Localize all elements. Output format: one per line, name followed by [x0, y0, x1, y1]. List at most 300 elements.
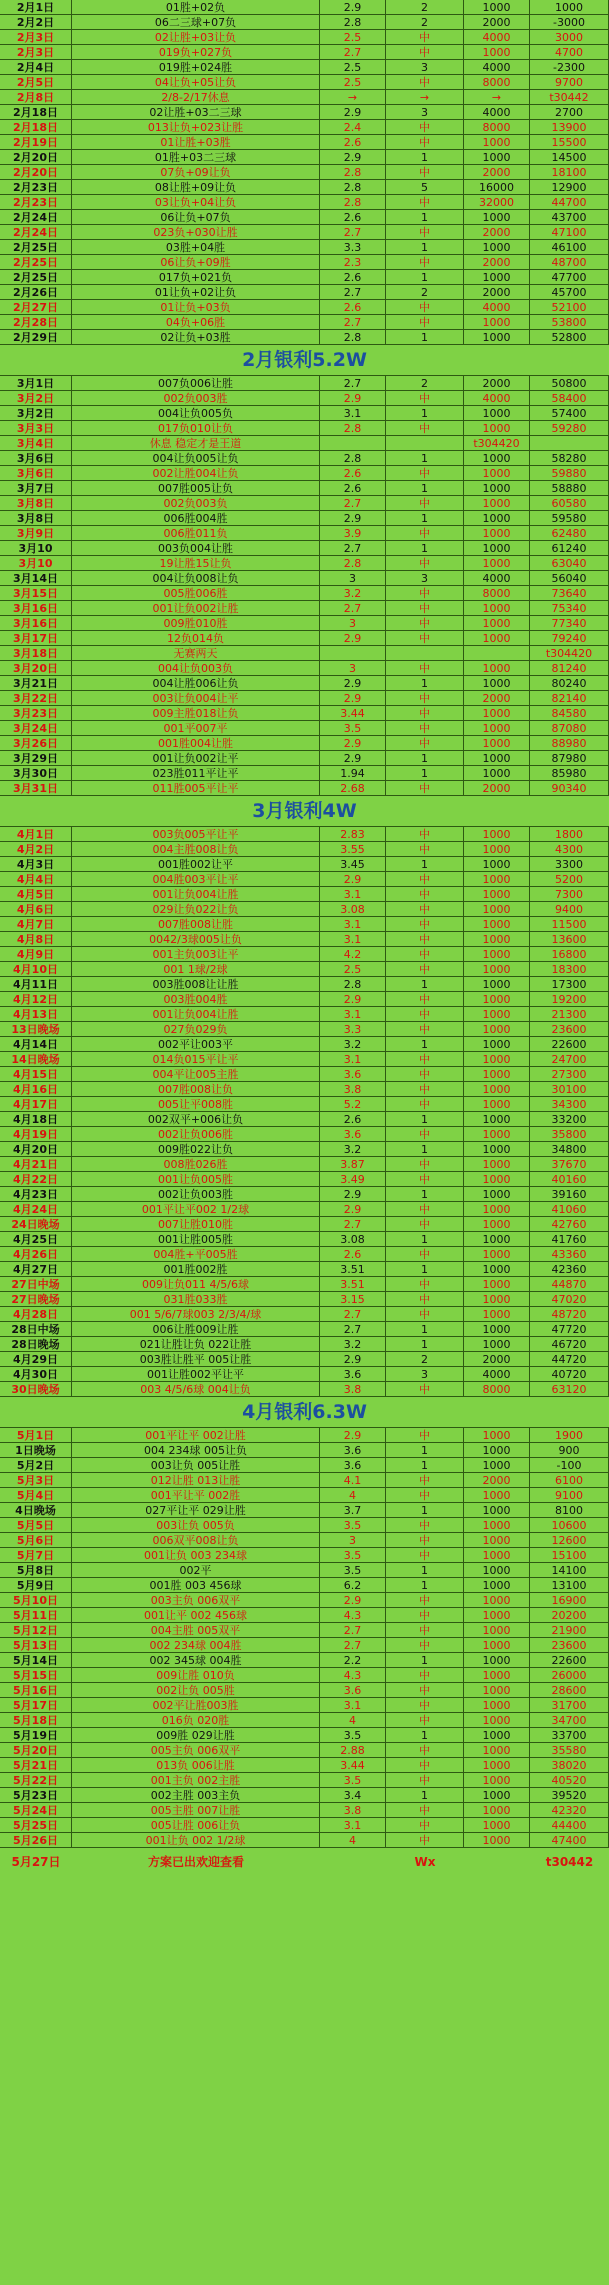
- table-row: [0, 1563, 609, 1578]
- row-desc: 002主胜 003主负: [72, 1788, 320, 1802]
- row-odds: 3.8: [320, 1082, 386, 1096]
- row-result: 中: [386, 466, 464, 480]
- table-row: [0, 872, 609, 887]
- row-result: 1: [386, 1563, 464, 1577]
- row-date: 2月3日: [0, 30, 72, 44]
- row-result: 1: [386, 511, 464, 525]
- row-desc: 001平让平 002让胜: [72, 1428, 320, 1442]
- row-desc: 003胜008让让胜: [72, 977, 320, 991]
- row-date: 5月26日: [0, 1833, 72, 1847]
- row-odds: 3.1: [320, 1007, 386, 1021]
- row-odds: 3: [320, 1533, 386, 1547]
- row-date: 5月2日: [0, 1458, 72, 1472]
- row-result: 3: [386, 60, 464, 74]
- row-result: 中: [386, 1743, 464, 1757]
- row-result: 中: [386, 300, 464, 314]
- row-date: 5月9日: [0, 1578, 72, 1592]
- row-result: 1: [386, 1262, 464, 1276]
- row-desc: 001平让平 002胜: [72, 1488, 320, 1502]
- row-desc: 002 234球 004胜: [72, 1638, 320, 1652]
- row-bet: 1000: [464, 330, 530, 344]
- row-balance: 34300: [530, 1097, 609, 1111]
- row-result: 中: [386, 1292, 464, 1306]
- row-bet: 1000: [464, 736, 530, 750]
- row-result: 中: [386, 1638, 464, 1652]
- row-bet: 1000: [464, 1488, 530, 1502]
- row-date: 2月20日: [0, 165, 72, 179]
- row-bet: 1000: [464, 1773, 530, 1787]
- row-result: 1: [386, 481, 464, 495]
- row-result: →: [386, 90, 464, 104]
- row-odds: 2.7: [320, 541, 386, 555]
- row-result: 中: [386, 992, 464, 1006]
- table-row: [0, 75, 609, 90]
- row-balance: 87080: [530, 721, 609, 735]
- row-date: 4月4日: [0, 872, 72, 886]
- row-bet: 1000: [464, 496, 530, 510]
- row-date: 4月16日: [0, 1082, 72, 1096]
- row-odds: 2.2: [320, 1653, 386, 1667]
- table-row: [0, 1157, 609, 1172]
- row-desc: 06让负+09胜: [72, 255, 320, 269]
- row-date: 2月4日: [0, 60, 72, 74]
- row-bet: 1000: [464, 1337, 530, 1351]
- row-result: 中: [386, 1097, 464, 1111]
- row-desc: 002让负003胜: [72, 1187, 320, 1201]
- footer-desc: 方案已出欢迎查看: [147, 1855, 244, 1869]
- row-date: 2月25日: [0, 270, 72, 284]
- row-date: 3月6日: [0, 466, 72, 480]
- row-desc: 009主胜018让负: [72, 706, 320, 720]
- row-balance: 58400: [530, 391, 609, 405]
- row-date: 3月30日: [0, 766, 72, 780]
- row-balance: 44700: [530, 195, 609, 209]
- row-date: 3月23日: [0, 706, 72, 720]
- row-balance: 80240: [530, 676, 609, 690]
- row-result: 中: [386, 255, 464, 269]
- row-odds: 2.7: [320, 225, 386, 239]
- table-row: [0, 1668, 609, 1683]
- row-bet: 1000: [464, 766, 530, 780]
- row-balance: 21900: [530, 1623, 609, 1637]
- row-desc: 02让胜+03让负: [72, 30, 320, 44]
- row-balance: 90340: [530, 781, 609, 795]
- row-date: 5月23日: [0, 1788, 72, 1802]
- row-balance: 42760: [530, 1217, 609, 1231]
- row-desc: 001让负002让胜: [72, 601, 320, 615]
- row-odds: 3.3: [320, 1022, 386, 1036]
- row-bet: 1000: [464, 1067, 530, 1081]
- row-odds: →: [320, 90, 386, 104]
- row-result: 1: [386, 270, 464, 284]
- row-balance: 42320: [530, 1803, 609, 1817]
- row-bet: 1000: [464, 1713, 530, 1727]
- row-result: 中: [386, 45, 464, 59]
- table-row: [0, 932, 609, 947]
- row-desc: 001平007平: [72, 721, 320, 735]
- row-bet: 4000: [464, 391, 530, 405]
- row-bet: 2000: [464, 165, 530, 179]
- row-bet: 1000: [464, 1833, 530, 1847]
- row-result: 1: [386, 210, 464, 224]
- row-odds: 3.8: [320, 1382, 386, 1396]
- row-bet: 4000: [464, 60, 530, 74]
- row-desc: 013让负+023让胜: [72, 120, 320, 134]
- table-row: [0, 661, 609, 676]
- row-desc: 001胜002胜: [72, 1262, 320, 1276]
- row-balance: 4300: [530, 842, 609, 856]
- row-date: 3月2日: [0, 391, 72, 405]
- row-odds: 3.44: [320, 1758, 386, 1772]
- row-balance: 41760: [530, 1232, 609, 1246]
- row-odds: 2.8: [320, 180, 386, 194]
- table-row: [0, 676, 609, 691]
- row-result: 中: [386, 706, 464, 720]
- row-desc: 001让负004让胜: [72, 887, 320, 901]
- row-date: 5月19日: [0, 1728, 72, 1742]
- row-result: 2: [386, 0, 464, 14]
- row-odds: 3: [320, 616, 386, 630]
- row-desc: 005让平008胜: [72, 1097, 320, 1111]
- row-odds: 4.2: [320, 947, 386, 961]
- row-odds: 2.7: [320, 45, 386, 59]
- row-balance: 50800: [530, 376, 609, 390]
- row-desc: 021让胜让负 022让胜: [72, 1337, 320, 1351]
- row-odds: 2.8: [320, 556, 386, 570]
- row-bet: 2000: [464, 15, 530, 29]
- row-odds: 3.6: [320, 1127, 386, 1141]
- row-desc: 004让胜006让负: [72, 676, 320, 690]
- row-odds: 2.9: [320, 676, 386, 690]
- row-desc: 007胜005让负: [72, 481, 320, 495]
- row-balance: 17300: [530, 977, 609, 991]
- row-date: 3月14日: [0, 571, 72, 585]
- row-desc: 2/8-2/17休息: [72, 90, 320, 104]
- row-desc: 004主胜 005双平: [72, 1623, 320, 1637]
- row-odds: 2.88: [320, 1743, 386, 1757]
- row-bet: 1000: [464, 1443, 530, 1457]
- row-bet: 2000: [464, 285, 530, 299]
- row-odds: 2.6: [320, 466, 386, 480]
- row-bet: 1000: [464, 1157, 530, 1171]
- table-row: [0, 30, 609, 45]
- table-row: [0, 120, 609, 135]
- row-desc: 002平让003平: [72, 1037, 320, 1051]
- table-row: [0, 977, 609, 992]
- row-bet: 1000: [464, 421, 530, 435]
- row-odds: 2.9: [320, 751, 386, 765]
- table-row: [0, 1127, 609, 1142]
- row-date: 2月29日: [0, 330, 72, 344]
- row-date: 5月16日: [0, 1683, 72, 1697]
- row-bet: 1000: [464, 962, 530, 976]
- row-result: 中: [386, 1052, 464, 1066]
- row-bet: 4000: [464, 30, 530, 44]
- row-odds: 3.2: [320, 1337, 386, 1351]
- row-odds: 2.9: [320, 391, 386, 405]
- row-date: 2月1日: [0, 0, 72, 14]
- row-odds: 3.6: [320, 1067, 386, 1081]
- row-date: 2月18日: [0, 120, 72, 134]
- table-row: [0, 1322, 609, 1337]
- row-odds: 3.5: [320, 1773, 386, 1787]
- row-odds: 4.3: [320, 1668, 386, 1682]
- row-desc: 005胜006胜: [72, 586, 320, 600]
- row-desc: 01让负+02让负: [72, 285, 320, 299]
- row-date: 3月16日: [0, 601, 72, 615]
- row-balance: 33700: [530, 1728, 609, 1742]
- row-balance: 3000: [530, 30, 609, 44]
- table-row: [0, 60, 609, 75]
- row-odds: 2.8: [320, 421, 386, 435]
- row-balance: 9400: [530, 902, 609, 916]
- row-balance: 44720: [530, 1352, 609, 1366]
- row-bet: 1000: [464, 1548, 530, 1562]
- row-date: 27日中场: [0, 1277, 72, 1291]
- row-desc: 023胜011平让平: [72, 766, 320, 780]
- row-bet: 8000: [464, 120, 530, 134]
- row-balance: 60580: [530, 496, 609, 510]
- row-bet: 1000: [464, 210, 530, 224]
- row-balance: 47100: [530, 225, 609, 239]
- row-balance: 35800: [530, 1127, 609, 1141]
- row-date: 3月22日: [0, 691, 72, 705]
- table-row: [0, 1653, 609, 1668]
- table-row: [0, 481, 609, 496]
- row-balance: 3300: [530, 857, 609, 871]
- table-row: [0, 646, 609, 661]
- row-bet: 4000: [464, 300, 530, 314]
- row-odds: [320, 436, 386, 450]
- row-date: 2月24日: [0, 225, 72, 239]
- row-bet: 1000: [464, 1292, 530, 1306]
- row-result: 1: [386, 1653, 464, 1667]
- row-date: 1日晚场: [0, 1443, 72, 1457]
- row-bet: 1000: [464, 631, 530, 645]
- row-bet: 4000: [464, 1367, 530, 1381]
- row-bet: 1000: [464, 511, 530, 525]
- table-row: [0, 0, 609, 15]
- row-date: 2月25日: [0, 255, 72, 269]
- row-date: 4月12日: [0, 992, 72, 1006]
- row-balance: 20200: [530, 1608, 609, 1622]
- row-date: 5月22日: [0, 1773, 72, 1787]
- row-desc: 02让胜+03二三球: [72, 105, 320, 119]
- row-date: 5月18日: [0, 1713, 72, 1727]
- row-result: 中: [386, 1548, 464, 1562]
- table-row: [0, 1833, 609, 1848]
- row-balance: -3000: [530, 15, 609, 29]
- row-bet: 1000: [464, 1217, 530, 1231]
- row-date: 3月21日: [0, 676, 72, 690]
- row-date: 13日晚场: [0, 1022, 72, 1036]
- row-date: 4月17日: [0, 1097, 72, 1111]
- row-date: 4月6日: [0, 902, 72, 916]
- row-bet: 1000: [464, 135, 530, 149]
- row-result: 中: [386, 496, 464, 510]
- row-date: 4月26日: [0, 1247, 72, 1261]
- row-odds: 3.87: [320, 1157, 386, 1171]
- row-desc: 04负+06胜: [72, 315, 320, 329]
- row-bet: 1000: [464, 1668, 530, 1682]
- row-bet: 1000: [464, 1683, 530, 1697]
- row-result: 中: [386, 962, 464, 976]
- row-result: 中: [386, 661, 464, 675]
- table-row: [0, 1548, 609, 1563]
- row-date: 5月13日: [0, 1638, 72, 1652]
- row-desc: 001让负 002 1/2球: [72, 1833, 320, 1847]
- row-odds: 3.1: [320, 887, 386, 901]
- table-row: [0, 1262, 609, 1277]
- row-desc: 023负+030让胜: [72, 225, 320, 239]
- table-row: [0, 1608, 609, 1623]
- row-date: 4月8日: [0, 932, 72, 946]
- row-result: [386, 646, 464, 660]
- table-row: [0, 165, 609, 180]
- row-balance: 28600: [530, 1683, 609, 1697]
- table-row: [0, 1007, 609, 1022]
- row-desc: 007负006让胜: [72, 376, 320, 390]
- row-odds: 2.9: [320, 0, 386, 14]
- row-date: 4月11日: [0, 977, 72, 991]
- table-row: [0, 210, 609, 225]
- row-balance: 43360: [530, 1247, 609, 1261]
- row-result: 1: [386, 751, 464, 765]
- row-odds: 3.6: [320, 1443, 386, 1457]
- row-desc: 019胜+024胜: [72, 60, 320, 74]
- footer-blank: [320, 1848, 386, 1877]
- table-row: [0, 15, 609, 30]
- row-result: 中: [386, 1247, 464, 1261]
- row-bet: 1000: [464, 1247, 530, 1261]
- row-result: 中: [386, 947, 464, 961]
- row-bet: 1000: [464, 1277, 530, 1291]
- row-bet: 8000: [464, 75, 530, 89]
- row-date: 28日中场: [0, 1322, 72, 1336]
- row-balance: 1800: [530, 827, 609, 841]
- row-balance: 53800: [530, 315, 609, 329]
- row-odds: 2.7: [320, 315, 386, 329]
- row-bet: 1000: [464, 1037, 530, 1051]
- row-date: 4月24日: [0, 1202, 72, 1216]
- row-balance: 4700: [530, 45, 609, 59]
- table-row: [0, 1232, 609, 1247]
- row-result: 1: [386, 676, 464, 690]
- row-result: 2: [386, 15, 464, 29]
- table-row: [0, 1097, 609, 1112]
- row-odds: 3.2: [320, 1037, 386, 1051]
- row-result: 中: [386, 195, 464, 209]
- row-bet: 1000: [464, 1172, 530, 1186]
- footer-row: [0, 1848, 609, 1877]
- row-bet: 1000: [464, 1698, 530, 1712]
- row-desc: 007胜008让负: [72, 1082, 320, 1096]
- row-bet: 1000: [464, 1518, 530, 1532]
- row-date: 4月20日: [0, 1142, 72, 1156]
- table-row: [0, 1037, 609, 1052]
- row-date: 3月6日: [0, 451, 72, 465]
- table-row: [0, 90, 609, 105]
- row-desc: 003让负004让平: [72, 691, 320, 705]
- row-odds: 3.1: [320, 406, 386, 420]
- row-desc: 001 5/6/7球003 2/3/4/球: [72, 1307, 320, 1321]
- row-odds: 2.6: [320, 1112, 386, 1126]
- row-odds: 2.9: [320, 1428, 386, 1442]
- table-row: [0, 1803, 609, 1818]
- row-desc: 001让负002让平: [72, 751, 320, 765]
- row-bet: 1000: [464, 1007, 530, 1021]
- table-row: [0, 1067, 609, 1082]
- row-bet: 1000: [464, 240, 530, 254]
- row-desc: 031胜033胜: [72, 1292, 320, 1306]
- row-date: 5月21日: [0, 1758, 72, 1772]
- row-odds: 2.4: [320, 120, 386, 134]
- row-date: 3月1日: [0, 376, 72, 390]
- row-result: 中: [386, 932, 464, 946]
- row-balance: 15500: [530, 135, 609, 149]
- table-row: [0, 1458, 609, 1473]
- row-balance: 47720: [530, 1322, 609, 1336]
- row-result: 1: [386, 766, 464, 780]
- row-result: 中: [386, 842, 464, 856]
- row-bet: 1000: [464, 526, 530, 540]
- row-odds: 2.83: [320, 827, 386, 841]
- row-bet: 1000: [464, 1503, 530, 1517]
- table-row: [0, 1503, 609, 1518]
- row-odds: 3.7: [320, 1503, 386, 1517]
- row-odds: 4.1: [320, 1473, 386, 1487]
- row-date: 4月23日: [0, 1187, 72, 1201]
- row-date: 3月8日: [0, 511, 72, 525]
- table-row: [0, 195, 609, 210]
- row-odds: 2.5: [320, 75, 386, 89]
- row-odds: 2.9: [320, 736, 386, 750]
- row-bet: 1000: [464, 1653, 530, 1667]
- table-row: [0, 406, 609, 421]
- row-balance: 12900: [530, 180, 609, 194]
- row-result: 2: [386, 285, 464, 299]
- row-odds: 2.7: [320, 496, 386, 510]
- row-balance: 900: [530, 1443, 609, 1457]
- table-row: [0, 706, 609, 721]
- row-bet: 1000: [464, 406, 530, 420]
- row-date: 2月23日: [0, 180, 72, 194]
- row-balance: 40520: [530, 1773, 609, 1787]
- row-balance: 10600: [530, 1518, 609, 1532]
- row-bet: 2000: [464, 255, 530, 269]
- row-desc: 003胜004胜: [72, 992, 320, 1006]
- row-balance: 88980: [530, 736, 609, 750]
- row-date: 5月7日: [0, 1548, 72, 1562]
- row-balance: 14500: [530, 150, 609, 164]
- row-bet: 1000: [464, 556, 530, 570]
- row-result: 中: [386, 1007, 464, 1021]
- row-date: 3月31日: [0, 781, 72, 795]
- table-row: [0, 1623, 609, 1638]
- row-balance: 37670: [530, 1157, 609, 1171]
- row-date: 3月10: [0, 541, 72, 555]
- row-odds: 2.6: [320, 210, 386, 224]
- row-result: 中: [386, 1668, 464, 1682]
- row-odds: 3.44: [320, 706, 386, 720]
- table-row: [0, 105, 609, 120]
- row-result: 1: [386, 1037, 464, 1051]
- row-balance: 58280: [530, 451, 609, 465]
- row-balance: 52100: [530, 300, 609, 314]
- row-date: 3月29日: [0, 751, 72, 765]
- table-row: [0, 1488, 609, 1503]
- row-date: 5月3日: [0, 1473, 72, 1487]
